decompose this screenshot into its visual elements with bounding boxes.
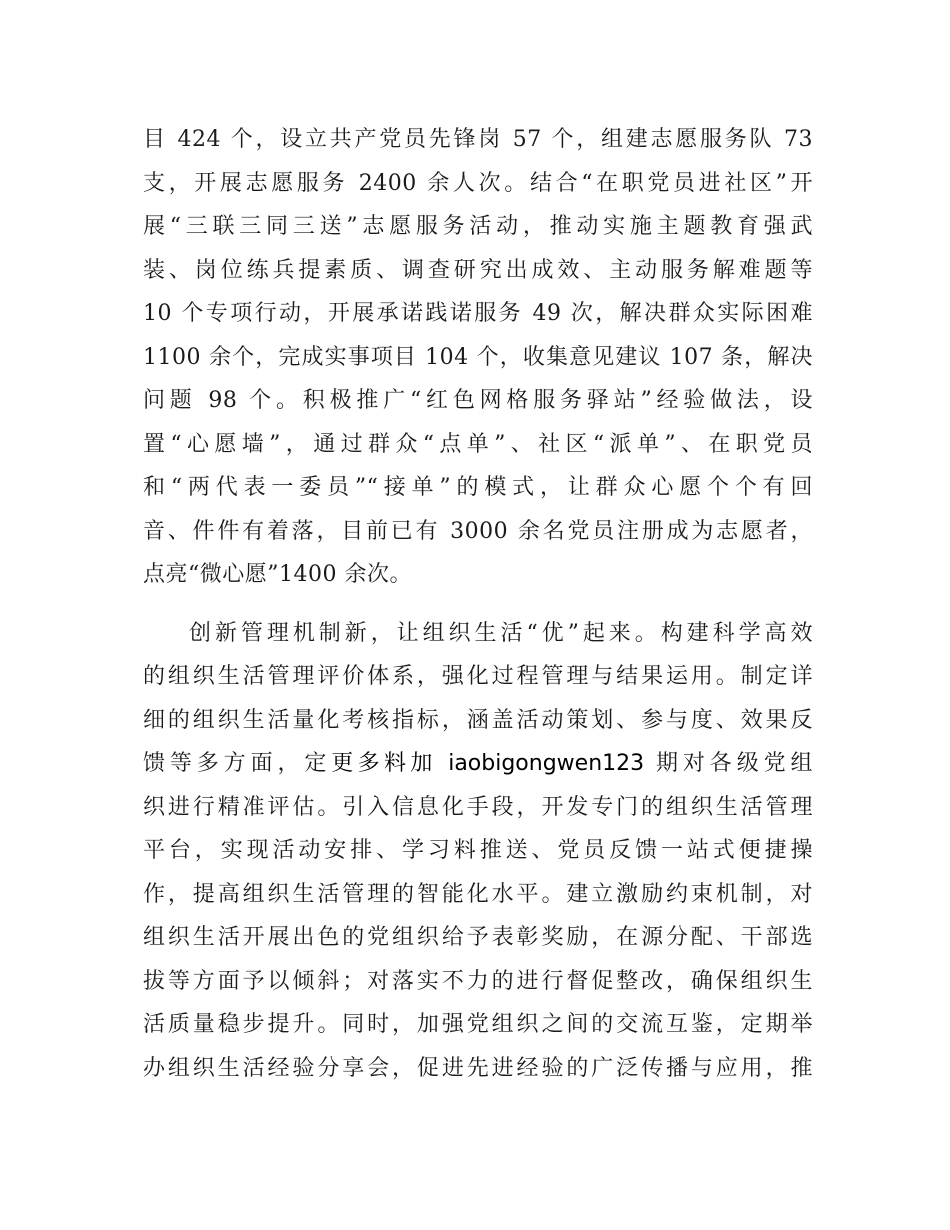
text-line: 10 个专项行动，开展承诺践诺服务 49 次，解决群众实际困难: [143, 301, 813, 326]
paragraph-1: [143, 118, 813, 597]
text-line: 平台，实现活动安排、学习料推送、党员反馈一站式便捷操: [143, 838, 813, 863]
text-line: 音、件件有着落，目前已有 3000 余名党员注册成为志愿者，: [143, 518, 813, 544]
text-line: 办组织生活经验分享会，促进先进经验的广泛传播与应用，推: [143, 1055, 813, 1081]
text-line: 装、岗位练兵提素质、调查研究出成效、主动服务解难题等: [143, 257, 813, 283]
text-line: 拔等方面予以倾斜；对落实不力的进行督促整改，确保组织生: [143, 968, 813, 994]
text-line: 点亮“微心愿”1400 余次。: [143, 562, 412, 587]
text-line: 置“心愿墙”，通过群众“点单”、社区“派单”、在职党员: [143, 431, 813, 457]
text-line: 作，提高组织生活管理的智能化水平。建立激励约束机制，对: [143, 881, 813, 907]
text-segment: 馈等多方面，定: [143, 751, 332, 776]
body-text: [143, 118, 813, 1090]
text-line: 问题 98 个。积极推广“红色网格服务驿站”经验做法，设: [143, 388, 813, 413]
watermark-text: 更多料加 iaobigongwen123: [331, 751, 645, 776]
text-line: 细的组织生活量化考核指标，涵盖活动策划、参与度、效果反: [143, 707, 813, 733]
text-line: 和“两代表一委员”“接单”的模式，让群众心愿个个有回: [143, 475, 813, 500]
paragraph-2: [143, 612, 813, 1091]
text-segment: 期对各级党组: [644, 751, 813, 776]
text-line: 目 424 个，设立共产党员先锋岗 57 个，组建志愿服务队 73: [143, 127, 813, 152]
text-line: 展“三联三同三送”志愿服务活动，推动实施主题教育强武: [143, 214, 813, 239]
text-line: 织进行精准评估。引入信息化手段，开发专门的组织生活管理: [143, 794, 813, 820]
text-line: 创新管理机制新，让组织生活“优”起来。构建科学高效: [189, 620, 813, 646]
text-line: 支，开展志愿服务 2400 余人次。结合“在职党员进社区”开: [143, 170, 813, 196]
paragraph-gap: [143, 597, 813, 612]
text-line: 组织生活开展出色的党组织给予表彰奖励，在源分配、干部选: [143, 925, 813, 950]
text-line: 活质量稳步提升。同时，加强党组织之间的交流互鉴，定期举: [143, 1012, 813, 1037]
text-line: 1100 余个，完成实事项目 104 个，收集意见建议 107 条，解决: [143, 344, 813, 370]
text-line-with-watermark: [143, 742, 813, 786]
text-line: 的组织生活管理评价体系，强化过程管理与结果运用。制定详: [143, 664, 813, 689]
